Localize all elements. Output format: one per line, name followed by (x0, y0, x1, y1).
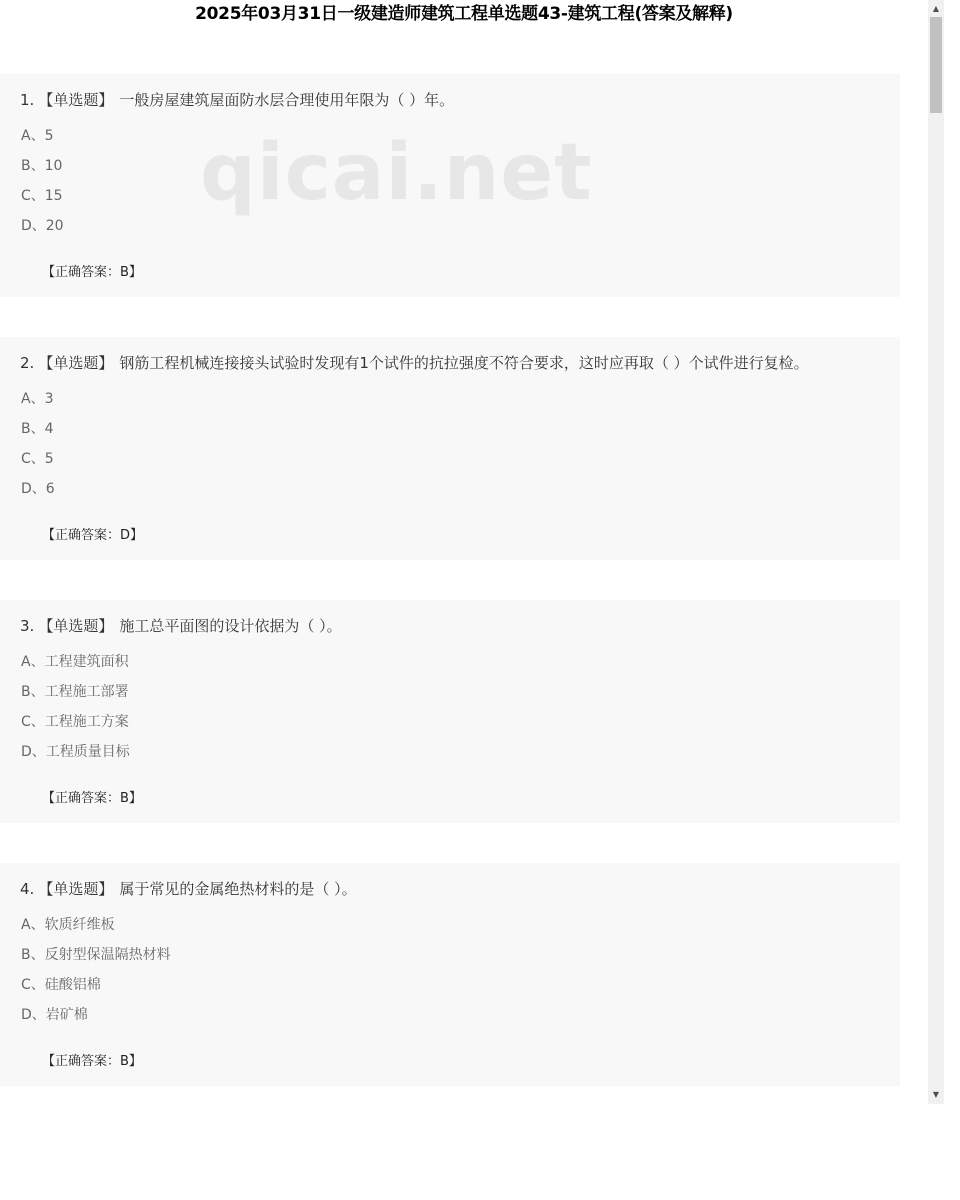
option-a: A、工程建筑面积 (21, 654, 129, 670)
question-number: 3. (20, 617, 35, 635)
question-stem (20, 879, 357, 899)
option-b: B、工程施工部署 (21, 684, 129, 700)
option-c: C、工程施工方案 (21, 714, 129, 730)
option-d: D、20 (21, 218, 64, 234)
option-d: D、岩矿棉 (21, 1007, 88, 1023)
watermark: qicai.net (200, 128, 593, 218)
option-a: A、软质纤维板 (21, 917, 115, 933)
question-stem (20, 90, 454, 110)
question-number: 4. (20, 880, 35, 898)
question-type: 【单选题】 (38, 354, 114, 372)
option-b: B、反射型保温隔热材料 (21, 947, 171, 963)
question-text: 属于常见的金属绝热材料的是（ ）。 (119, 880, 357, 898)
page-title: 2025年03月31日一级建造师建筑工程单选题43-建筑工程(答案及解释) (195, 4, 733, 24)
option-a: A、3 (21, 391, 54, 407)
question-stem (20, 616, 342, 636)
question-number: 2. (20, 354, 35, 372)
triangle-up-icon[interactable]: ▲ (932, 4, 940, 13)
option-b: B、10 (21, 158, 63, 174)
option-a: A、5 (21, 128, 54, 144)
vertical-scrollbar[interactable] (928, 0, 944, 1104)
correct-answer: 【正确答案：B】 (42, 1054, 142, 1069)
question-stem (20, 353, 809, 373)
option-c: C、硅酸铝棉 (21, 977, 101, 993)
question-text: 施工总平面图的设计依据为（ ）。 (119, 617, 342, 635)
scrollbar-thumb[interactable] (930, 17, 942, 113)
question-card (0, 74, 900, 297)
correct-answer: 【正确答案：D】 (42, 528, 144, 543)
question-type: 【单选题】 (38, 880, 114, 898)
question-type: 【单选题】 (38, 91, 114, 109)
question-card (0, 600, 900, 823)
triangle-down-icon[interactable]: ▼ (932, 1090, 940, 1099)
option-c: C、15 (21, 188, 63, 204)
question-type: 【单选题】 (38, 617, 114, 635)
correct-answer: 【正确答案：B】 (42, 791, 142, 806)
question-text: 一般房屋建筑屋面防水层合理使用年限为（ ）年。 (119, 91, 455, 109)
option-d: D、工程质量目标 (21, 744, 130, 760)
question-card (0, 863, 900, 1086)
option-d: D、6 (21, 481, 55, 497)
question-number: 1. (20, 91, 35, 109)
option-c: C、5 (21, 451, 54, 467)
correct-answer: 【正确答案：B】 (42, 265, 142, 280)
option-b: B、4 (21, 421, 54, 437)
question-card (0, 337, 900, 560)
question-text: 钢筋工程机械连接接头试验时发现有1个试件的抗拉强度不符合要求，这时应再取（ ）个试件进行复检。 (119, 354, 809, 372)
